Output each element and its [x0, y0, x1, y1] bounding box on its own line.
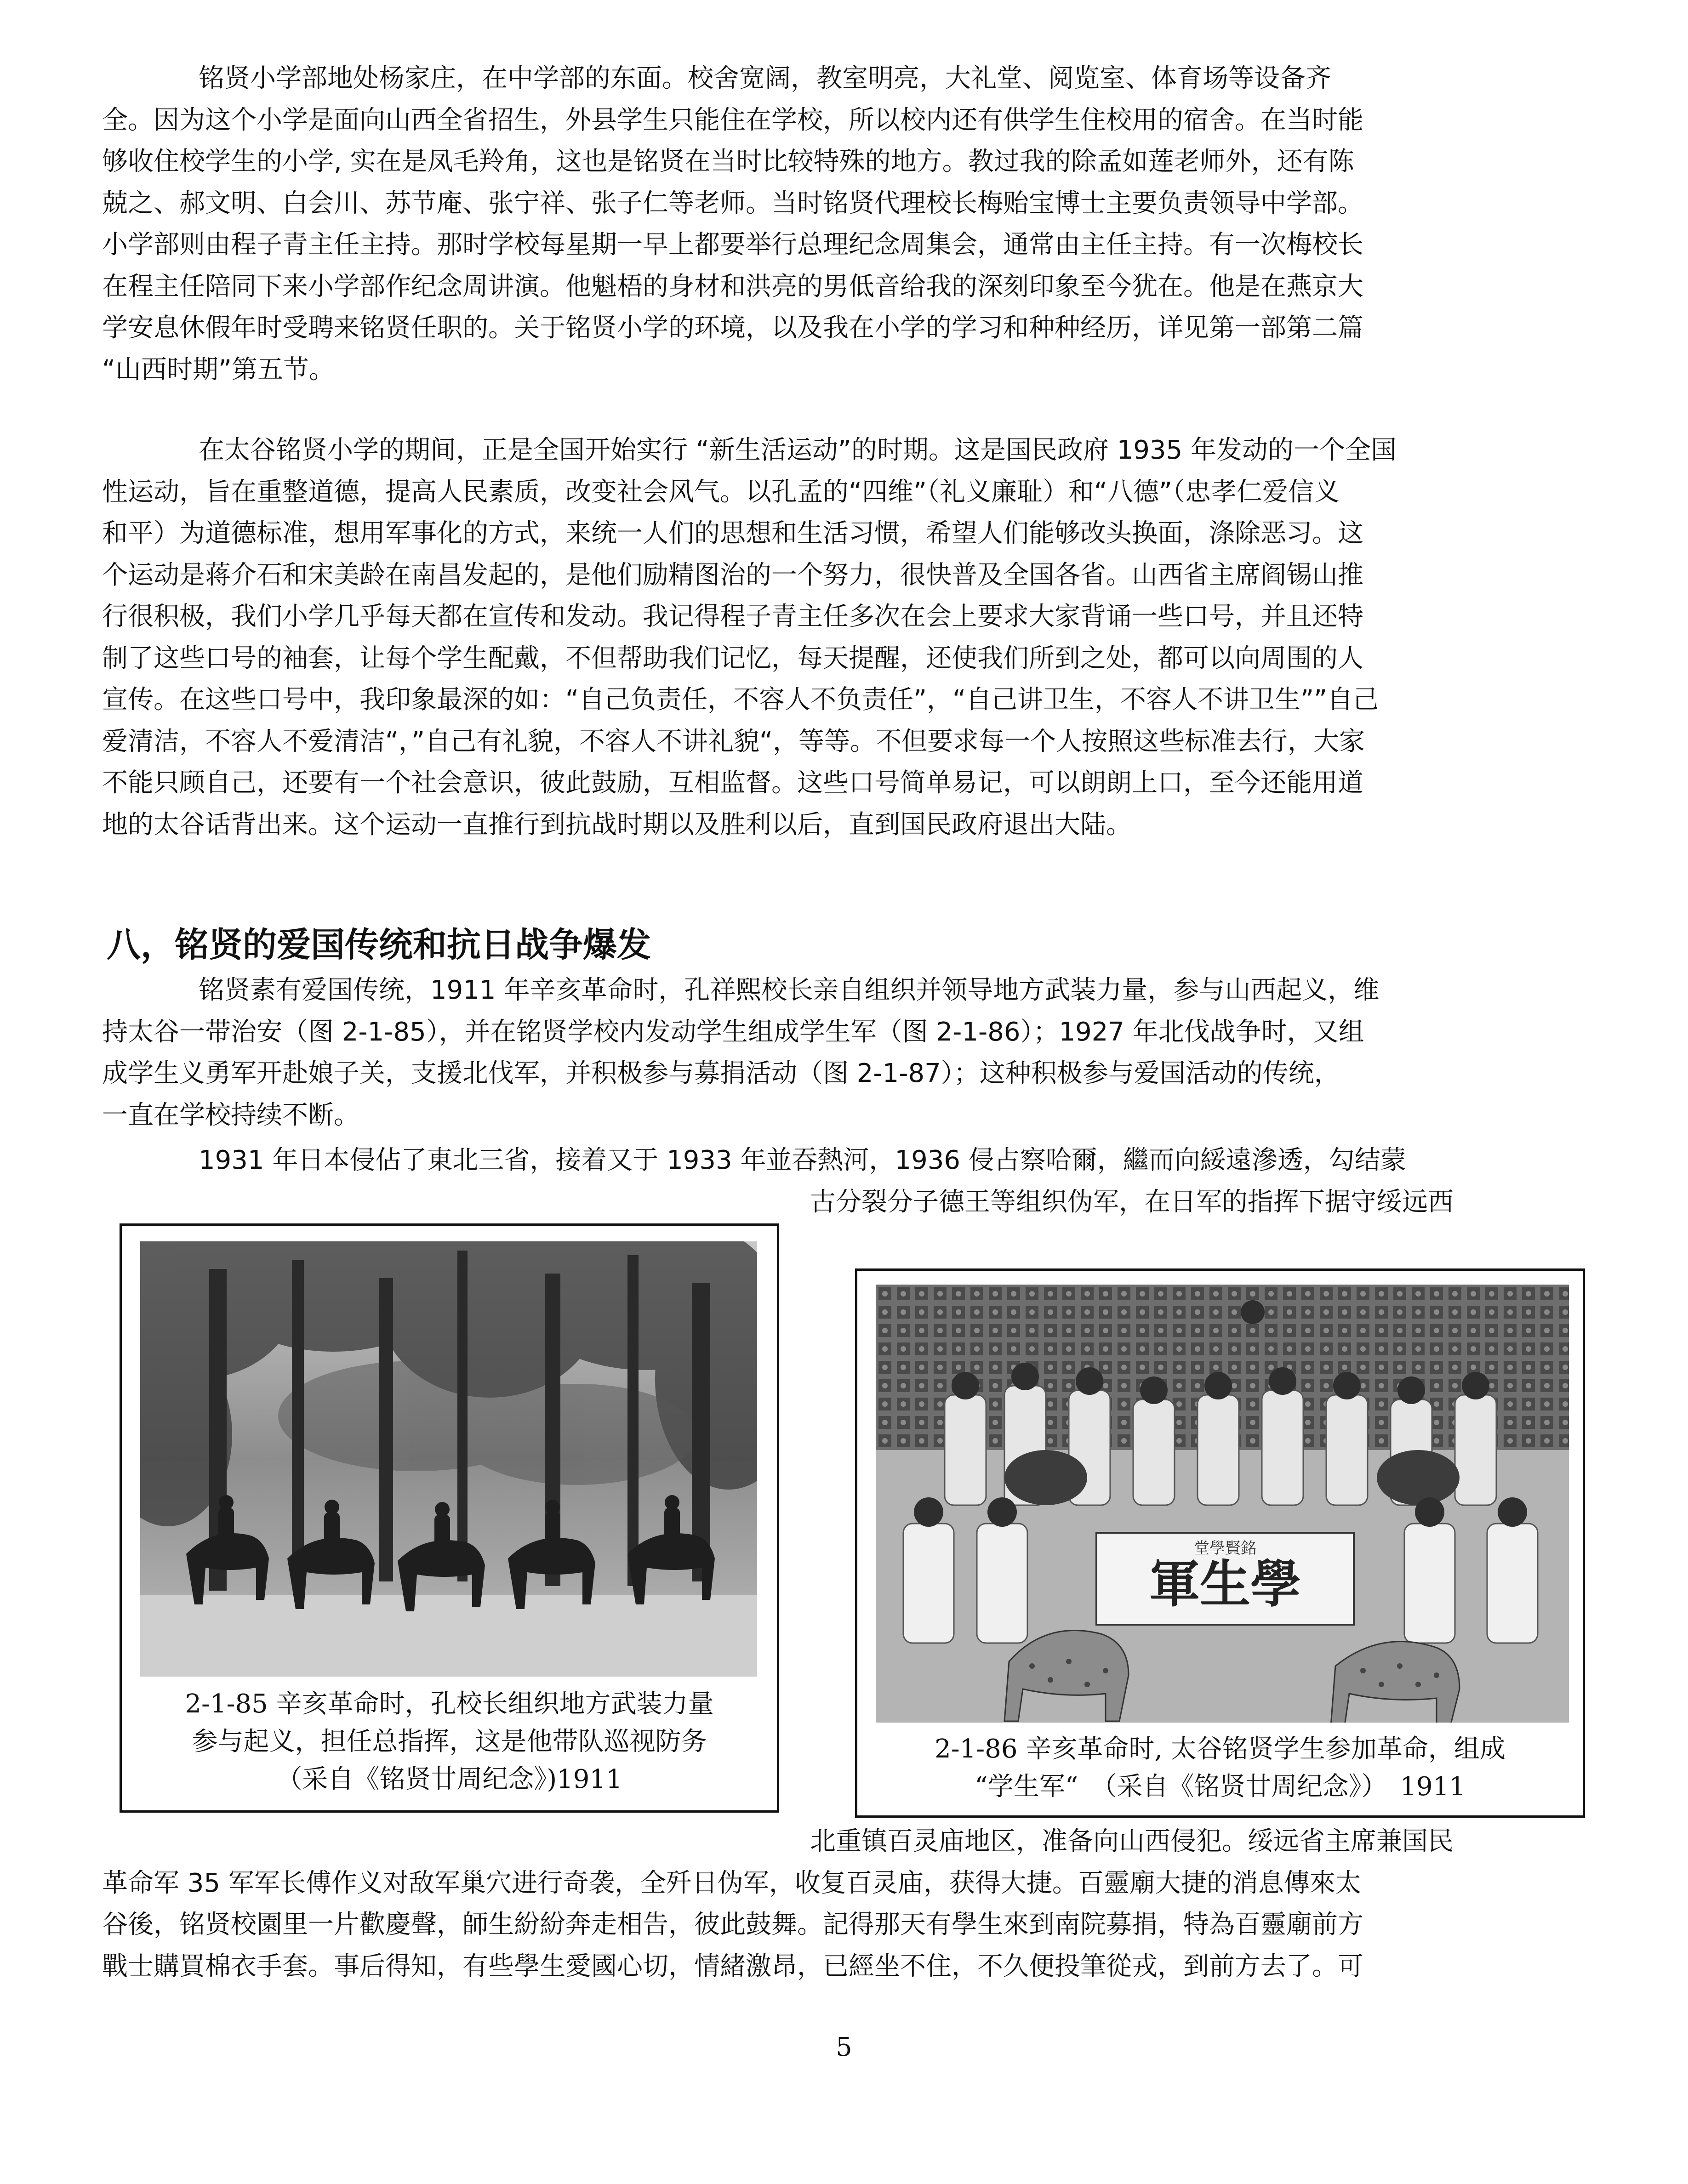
paragraph-japanese-invasion	[102, 1140, 1587, 1223]
paragraph-new-life-movement	[102, 430, 1587, 846]
text-line: 学安息休假年时受聘来铭贤任职的。关于铭贤小学的环境，以及我在小学的学习和种种经历，详见第一部第二篇	[102, 313, 1363, 343]
caption-line: 2-1-86 辛亥革命时, 太谷铭贤学生参加革命，组成	[935, 1734, 1506, 1764]
text-line: 不能只顾自己，还要有一个社会意识，彼此鼓励，互相监督。这些口号简单易记，可以朗朗上口，至今还能用道	[102, 768, 1363, 798]
section-heading: 八，铭贤的爱国传统和抗日战争爆发	[107, 925, 651, 965]
text-line: 全。因为这个小学是面向山西全省招生，外县学生只能住在学校，所以校内还有供学生住校用的宿舍。在当时能	[102, 105, 1363, 135]
text-line: 性运动，旨在重整道德，提高人民素质，改变社会风气。以孔孟的“四维”（礼义廉耻）和“八德”（忠孝仁爱信义	[102, 477, 1340, 507]
text-line: 革命军 35 军军长傅作义对敌军巢穴进行奇袭，全歼日伪军，收复百灵庙，获得大捷。百靈廟大捷的消息傳來太	[102, 1868, 1361, 1898]
figure-caption-2-1-85	[122, 1685, 777, 1798]
caption-line: 参与起义，担任总指挥，这是他带队巡视防务	[192, 1727, 707, 1757]
text-line: 谷後，铭贤校園里一片歡慶聲，師生紛紛奔走相告，彼此鼓舞。記得那天有學生來到南院募捐，特為百靈廟前方	[102, 1910, 1363, 1939]
figure-caption-2-1-86	[857, 1730, 1583, 1806]
photo-cavalry-patrol	[140, 1241, 757, 1677]
text-line: 制了这些口号的袖套，让每个学生配戴，不但帮助我们记忆，每天提醒，还使我们所到之处，都可以向周围的人	[102, 643, 1363, 673]
text-line: 兢之、郝文明、白会川、苏节庵、张宁祥、张子仁等老师。当时铭贤代理校长梅贻宝博士主要负责领导中学部。	[102, 188, 1363, 218]
photo-student-army	[876, 1285, 1569, 1723]
text-line: 成学生义勇军开赴娘子关，支援北伐军，并积极参与募捐活动（图 2-1-87）；这种积极参与爱国活动的传统，	[102, 1058, 1340, 1088]
text-line: 北重镇百灵庙地区，准备向山西侵犯。绥远省主席兼国民	[810, 1826, 1454, 1856]
text-line: 在程主任陪同下来小学部作纪念周讲演。他魁梧的身材和洪亮的男低音给我的深刻印象至今犹在。他是在燕京大	[102, 271, 1363, 301]
banner-small-text: 堂學賢銘	[1194, 1539, 1256, 1558]
banner-text: 軍生學	[1149, 1554, 1301, 1614]
paragraph-bailingmiao-victory	[102, 1821, 1587, 1987]
text-line: 古分裂分子德王等组织伪军，在日军的指挥下据守绥远西	[810, 1187, 1454, 1217]
text-line: 在太谷铭贤小学的期间，正是全国开始实行 “新生活运动”的时期。这是国民政府 1935 年发动的一个全国	[199, 435, 1397, 465]
text-line: 持太谷一带治安（图 2-1-85），并在铭贤学校内发动学生组成学生军（图 2-1-86）；1927 年北伐战争时，又组	[102, 1017, 1364, 1047]
text-line: 1931 年日本侵佔了東北三省，接着又于 1933 年並吞熱河，1936 侵占察哈爾，繼而向綏遠滲透，勾结蒙	[199, 1145, 1406, 1175]
text-line: 铭贤小学部地处杨家庄，在中学部的东面。校舍宽阔，教室明亮，大礼堂、阅览室、体育场等设备齐	[199, 63, 1331, 93]
text-line: 个运动是蒋介石和宋美龄在南昌发起的，是他们励精图治的一个努力，很快普及全国各省。山西省主席阎锡山推	[102, 560, 1363, 590]
caption-line: 2-1-85 辛亥革命时，孔校长组织地方武装力量	[185, 1689, 714, 1719]
text-line: 行很积极，我们小学几乎每天都在宣传和发动。我记得程子青主任多次在会上要求大家背诵一些口号，并且还特	[102, 602, 1363, 631]
cavalry-photo-illustration	[140, 1241, 757, 1677]
text-line: “山西时期”第五节。	[102, 354, 335, 385]
text-line: 地的太谷话背出来。这个运动一直推行到抗战时期以及胜利以后，直到国民政府退出大陆。	[102, 809, 1132, 840]
student-army-photo-illustration	[876, 1285, 1569, 1723]
text-line: 爱清洁，不容人不爱清洁“，”自己有礼貌，不容人不讲礼貌“，等等。不但要求每一个人按照这些标准去行，大家	[102, 726, 1365, 756]
text-line: 宣传。在这些口号中，我印象最深的如：“自己负责任，不容人不负责任”，“自己讲卫生，不容人不讲卫生””自己	[102, 685, 1379, 715]
page-number: 5	[836, 2032, 852, 2062]
figure-cavalry-patrol	[120, 1223, 779, 1813]
text-line: 和平）为道德标准，想用军事化的方式，来统一人们的思想和生活习惯，希望人们能够改头换面，涤除恶习。这	[102, 518, 1363, 548]
figure-student-army	[855, 1268, 1585, 1818]
text-line: 一直在学校持续不断。	[102, 1100, 359, 1130]
text-line: 戰士購買棉衣手套。事后得知，有些學生愛國心切，情緒激昂，已經坐不住，不久便投筆從戎，到前方去了。可	[102, 1951, 1363, 1981]
text-line: 铭贤素有爱国传统，1911 年辛亥革命时，孔祥熙校长亲自组织并领导地方武装力量，参与山西起义，维	[199, 975, 1380, 1005]
text-line: 小学部则由程子青主任主持。那时学校每星期一早上都要举行总理纪念周集会，通常由主任主持。有一次梅校长	[102, 230, 1363, 260]
text-line: 够收住校学生的小学, 实在是凤毛羚角，这也是铭贤在当时比较特殊的地方。教过我的除孟如莲老师外，还有陈	[102, 147, 1354, 176]
caption-line: （采自《铭贤廿周纪念》)1911	[276, 1764, 622, 1794]
paragraph-patriotic-tradition	[102, 970, 1587, 1136]
caption-line: “学生军“ （采自《铭贤廿周纪念》） 1911	[975, 1772, 1466, 1802]
paragraph-primary-school	[102, 58, 1587, 391]
